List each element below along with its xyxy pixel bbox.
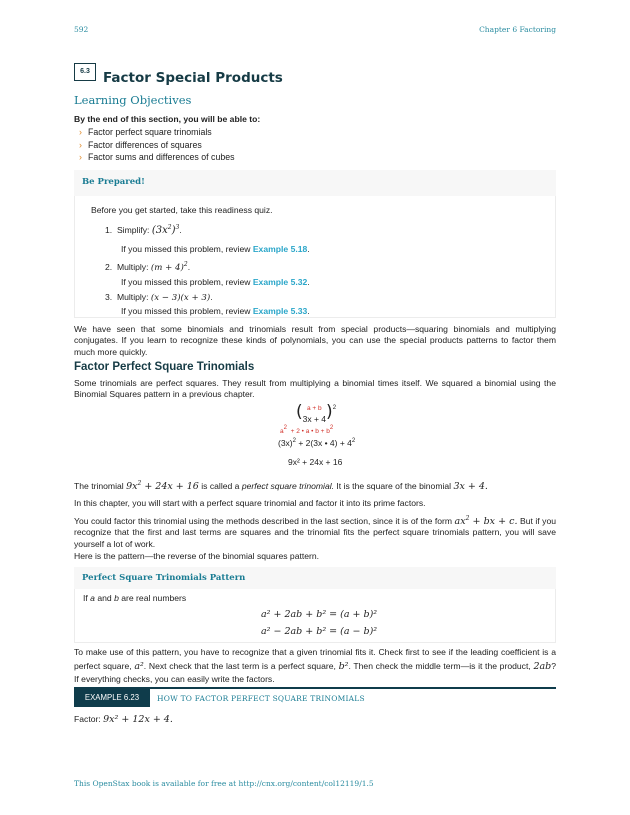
section-badge: 6.3 <box>74 63 96 81</box>
example-prompt: Factor: 9x² + 12x + 4. <box>74 714 173 725</box>
section-title: Factor Special Products <box>103 70 283 86</box>
quiz-review-2: If you missed this problem, review Example 5.32. <box>121 277 310 287</box>
figure-pattern-row: $a^2 + 2$ • a • $b + b^2$ <box>280 425 334 435</box>
footer-text: This OpenStax book is available for free at http://cnx.org/content/col12119/1.5 <box>74 779 374 788</box>
objectives-list <box>76 126 235 164</box>
objectives-heading: Learning Objectives <box>74 93 192 107</box>
use-pattern-paragraph: To make use of this pattern, you have to recognize that a given trinomial fits it. Check first to see if the leading coefficient is a perfect square, a². Next check that the last term is a perfect square, b². Then check the middle term—is it the product, 2ab? If everything checks, you can easily write the factors. <box>74 647 557 684</box>
quiz-review-1: If you missed this problem, review Example 5.18. <box>121 244 310 254</box>
quiz-item-2: 2. Multiply: $(m + 4)^2$. <box>105 261 191 273</box>
quiz-expression: $(m + 4)^2$ <box>150 261 188 273</box>
pst-heading: Factor Perfect Square Trinomials <box>74 361 255 373</box>
example-label: EXAMPLE 6.23 <box>74 689 150 707</box>
trinomial-sentence: The trinomial $9x^2 + 24x + 16$ is called a perfect square trinomial. It is the square of the binomial 3x + 4. <box>74 480 488 492</box>
quiz-review-3: If you missed this problem, review Example 5.33. <box>121 306 310 316</box>
example-title: HOW TO FACTOR PERFECT SQUARE TRINOMIALS <box>157 694 365 703</box>
list-item: › Factor sums and differences of cubes <box>76 151 235 164</box>
pattern-condition: If a and b are real numbers <box>83 593 187 603</box>
review-link-1[interactable]: Example 5.18 <box>252 244 308 254</box>
be-prepared-body <box>74 196 556 318</box>
figure-substitution-row: $(3x)^2 + 2(3x$ • $4) + 4^2$ <box>278 438 356 448</box>
formula-sum: a² + 2ab + b² = (a + b)² <box>261 609 378 620</box>
page-number: 592 <box>74 25 89 34</box>
quiz-expression: $(3x^2)^3$ <box>151 224 180 236</box>
figure-result: 9x² + 24x + 16 <box>288 457 343 467</box>
pattern-intro: Here is the pattern—the reverse of the binomial squares pattern. <box>74 551 320 561</box>
factor-paragraph: You could factor this trinomial using the methods described in the last section, since it is of the form $ax^2$ + bx + c. But if you recognize that the first and last terms are squares and the trinomial fits the perfect square trinomials pattern, you will save yourself a lot of work. <box>74 515 557 549</box>
chapter-title: Chapter 6 Factoring <box>479 25 556 34</box>
pattern-box-title: Perfect Square Trinomials Pattern <box>82 573 246 583</box>
be-prepared-intro: Before you get started, take this readiness quiz. <box>91 205 273 215</box>
pattern-box-header <box>74 567 556 589</box>
review-link-3[interactable]: Example 5.33 <box>252 306 308 316</box>
binomial-squares-figure <box>270 400 360 480</box>
list-item: › Factor differences of squares <box>76 139 235 152</box>
intro-paragraph: We have seen that some binomials and trinomials result from special products—squaring binomials and multiplying conjugates. If you learn to recognize these kinds of polynomials, you can use the special products patterns to factor them much more quickly. <box>74 324 556 357</box>
quiz-item-1: 1. Simplify: $(3x^2)^3$. <box>105 224 182 236</box>
be-prepared-header <box>74 170 556 196</box>
objectives-intro: By the end of this section, you will be able to: <box>74 114 261 124</box>
pattern-box-body <box>74 589 556 643</box>
chapter-paragraph: In this chapter, you will start with a perfect square trinomial and factor it into its prime factors. <box>74 498 426 508</box>
review-link-2[interactable]: Example 5.32 <box>252 277 308 287</box>
quiz-item-3: 3. Multiply: (x − 3)(x + 3). <box>105 292 213 303</box>
be-prepared-title: Be Prepared! <box>82 177 145 187</box>
figure-top: ( a + b 3x + 4)$^2$ <box>296 402 337 424</box>
pst-paragraph: Some trinomials are perfect squares. They result from multiplying a binomial times itself. We squared a binomial using the Binomial Squares pattern in a previous chapter. <box>74 378 556 400</box>
list-item: › Factor perfect square trinomials <box>76 126 235 139</box>
quiz-expression: (x − 3)(x + 3) <box>150 293 211 303</box>
formula-difference: a² − 2ab + b² = (a − b)² <box>261 626 378 637</box>
